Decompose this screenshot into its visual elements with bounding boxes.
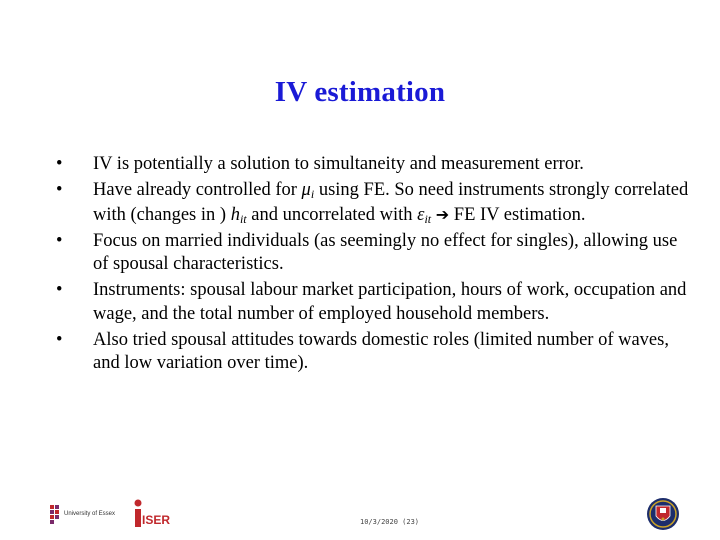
- bullet-marker: •: [56, 230, 63, 251]
- essex-mark-icon: [50, 503, 64, 527]
- bullet-marker: •: [56, 329, 63, 350]
- math-mu: $\mu_i$: [301, 180, 315, 201]
- bullet-item: [56, 230, 696, 277]
- bullet-text: IV is potentially a solution to simultaneity and measurement error.: [93, 154, 584, 174]
- bullet-text: Also tried spousal attitudes towards domestic roles (limited number of waves, and low variation over time).: [93, 329, 669, 373]
- university-crest-icon: [646, 496, 680, 532]
- bullet-text: Instruments: spousal labour market participation, hours of work, occupation and wage, and the total number of employed household members.: [93, 280, 687, 324]
- essex-logo: [50, 503, 122, 527]
- bullet-marker: •: [56, 280, 63, 300]
- math-epsilon: $\varepsilon_{it}$: [417, 204, 432, 226]
- slide-date: 10/3/2020 (23): [360, 518, 420, 526]
- iser-logo-text: ISER: [142, 513, 171, 527]
- bullet-marker: •: [56, 180, 63, 200]
- bullet-item: [56, 279, 696, 326]
- bullet-marker: •: [56, 154, 63, 174]
- bullet-text: Have already controlled for: [93, 180, 302, 200]
- iser-logo: [133, 499, 173, 531]
- math-h: $h_{it}$: [230, 204, 247, 226]
- bullet-list: [56, 153, 696, 378]
- bullet-item: [56, 329, 696, 376]
- bullet-item: • Have already controlled for $\mu_i$ using FE. So need instruments strongly correlated with (changes in ) $h_{it}$ and uncorrelated with $\varepsilon_{it}$ ➔ FE IV estimation.: [56, 180, 689, 226]
- slide-title: IV estimation: [274, 76, 446, 108]
- bullet-text: Focus on married individuals (as seemingly no effect for singles), allowing use of spousal characteristics.: [93, 230, 678, 274]
- bullet-item: [56, 153, 696, 177]
- essex-logo-text: University of Essex: [64, 511, 116, 517]
- arrow-right-icon: ➔: [435, 204, 450, 224]
